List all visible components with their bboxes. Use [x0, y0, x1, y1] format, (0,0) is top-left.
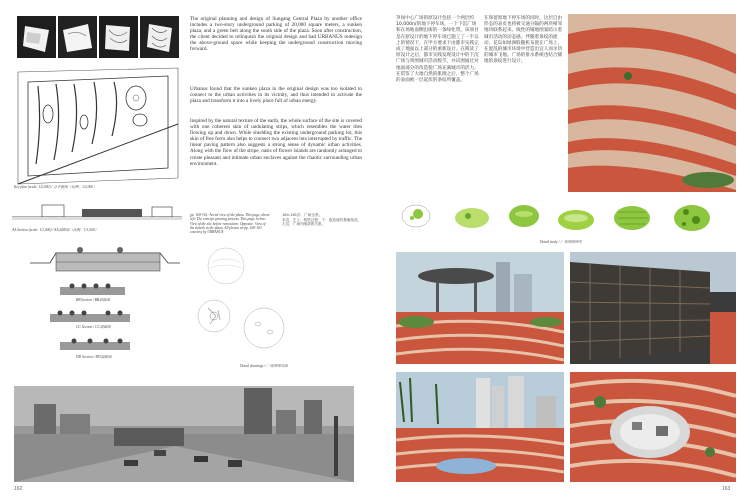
section-dd-drawing — [60, 338, 130, 352]
section-dd-label: DD Section / DD剖面图 — [76, 355, 112, 359]
intro-paragraph-1: The original planning and design of Sungang Central Plaza by another office includes a two-story underground parking of 20,000 square meters, a sunken plaza, and a green belt along the south side of the plaza. Soon after construction, the client decided to relinquish the original design and had URBANUS redesign the above-ground space while keeping the underground construction moving forward. — [190, 16, 362, 53]
concept-photo-2 — [58, 16, 97, 58]
section-bb-label: BB Section / BB剖面图 — [76, 298, 110, 302]
concept-photo-3 — [99, 16, 138, 58]
section-cc-drawing — [50, 310, 130, 324]
key-plan-label: Key plan (scale: 1/2,000) / 总平面图（比例：1/2,000） — [14, 185, 97, 189]
plaza-city-photo — [396, 372, 564, 482]
section-bb-drawing — [60, 283, 125, 297]
intro-paragraph-3: Inspired by the natural texture of the earth, the whole surface of the site is covered with one coherent skin of undulating strips, which resembles the water tiles flowing up and down. While shedding the existing underground parking lot, this skin of free form also helps to connect two adjacent lots interrupted by traffic. The linear paving pattern also suggests a strong sense of dynamic urban activities. Along with the flow of the stripe, oasis of flower islands are randomly arranged to create pleasant and intimate urban enclaves against the chaotic surrounding urban environment. — [190, 118, 362, 167]
detail-drawings — [186, 246, 306, 366]
plaza-circle-aerial-photo — [570, 372, 736, 482]
key-plan-drawing — [14, 64, 182, 190]
paving-aerial-photo — [568, 14, 736, 192]
cn-text-column-1: 笋岗中心广场的原设计包括一个两层约10,000㎡的地下停车场，一个下沉广场和在场地南侧沿街的一条绿化带。该项目是在原设计的地下停车场已施工了一半以上的情况下，在甲方要求下由都市实践完成了地面以上部分的重新设计。在阅读了原设计之后，都市实践发现设计中的下沉广场与周围城市活动脱节，并试图通过对地面部分的改造使广场充满城市的活力。在借鉴了大地自然的肌理之后，整个广场的表面被一层起伏的条纹所覆盖。 — [396, 16, 479, 84]
bench-structure-photo — [570, 252, 736, 364]
site-before-photo — [14, 386, 354, 482]
section-aa-label: AA Section (scale: 1/1,000) / AA剖面图（比例：1/1,000） — [12, 228, 99, 232]
photo-caption-cn: 160-161页：广场全景。 本页，左上：构思过程；下：改造前的基地现况。 左页，广场内细部的关系。 — [282, 213, 362, 227]
section-aa-detail — [30, 243, 180, 277]
concept-photo-4 — [140, 16, 179, 58]
section-aa-drawing — [12, 199, 182, 225]
section-cc-label: CC Section / CC剖面图 — [76, 325, 111, 329]
photo-caption-en: pp. 160-161: Aerial view of the plaza. This page, above left: The concept growing process. This page, below: View of the site before renovation. Opposite: View of the details in the plaza. All photos on pp. 160-163 courtesy by URBANUS — [190, 213, 270, 235]
detail-study-islands — [396, 200, 736, 240]
page-number-left: 162 — [14, 486, 23, 492]
intro-paragraph-2: Urbanus found that the sunken plaza in the original design was too isolated to connect to the urban activities in its vicinity, and thus intended to activate the plaza and transform it into a lively place full of urban energy. — [190, 86, 362, 105]
pavilion-photo — [396, 252, 564, 364]
detail-study-label: Detail study / 广场细部研究 — [540, 240, 582, 244]
concept-photo-1 — [17, 16, 56, 58]
cn-text-column-2: 在保留原地下停车场的同时，这层自由形态的表皮也将被交通分隔的两块相邻地块联系起来。线性的铺地图案暗示着城市活动的动态感。伴随着条纹的流动，花岛如绿洲般随机布置在广场上，在混乱的城市环境中营造出宜人而亲切的城市飞地。广场的排水系统也结合铺地的条纹进行设计。 — [484, 16, 563, 65]
page-number-right: 163 — [722, 486, 731, 492]
detail-drawings-label: Detail drawings / 广场细部草图 — [240, 364, 288, 368]
